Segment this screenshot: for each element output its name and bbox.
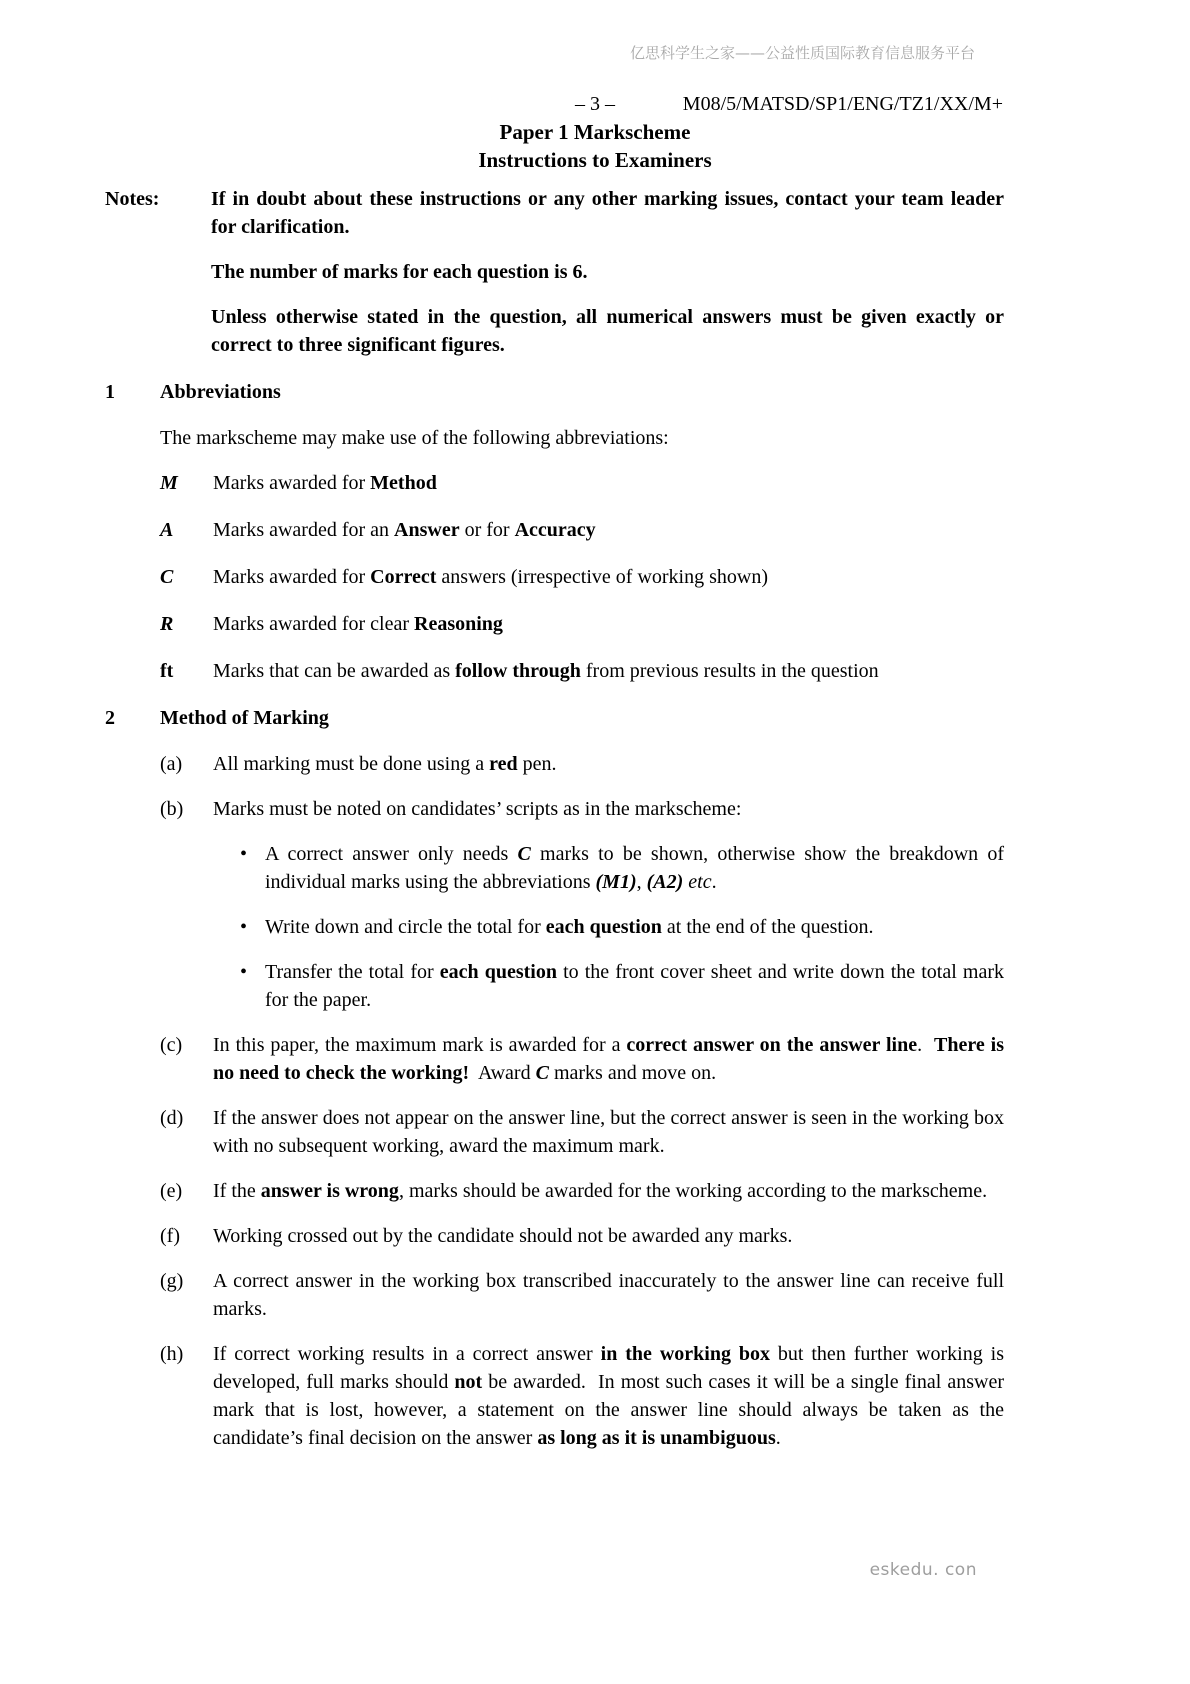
text-segment: Answer (394, 519, 460, 541)
section-title: Method of Marking (160, 707, 329, 729)
item-text (213, 750, 1004, 778)
text-segment: The number of marks for each question is 6. (211, 261, 588, 283)
abbreviation-symbol: ft (160, 660, 174, 682)
item-text (213, 1340, 1004, 1452)
text-segment: or for (459, 519, 515, 541)
paper-code: M08/5/MATSD/SP1/ENG/TZ1/XX/M+ (682, 93, 1003, 115)
abbreviation-definition (213, 469, 1004, 497)
text-segment: answers (irrespective of working shown) (436, 566, 768, 588)
text-segment: Marks that can be awarded as (213, 660, 456, 682)
abbreviation-row (160, 657, 1004, 685)
item-row (160, 1104, 1004, 1160)
abbreviation-definition (213, 516, 1004, 544)
item-body (213, 795, 1004, 1014)
section-heading (105, 378, 1004, 406)
notes-label (105, 303, 211, 359)
document-title: Paper 1 Markscheme (499, 120, 691, 144)
item-body (213, 1031, 1004, 1087)
item-label: (f) (160, 1225, 180, 1247)
text-segment: There is no need to check the working! (213, 1034, 1005, 1084)
text-segment: as long as it is unambiguous (537, 1427, 776, 1449)
text-segment: A correct answer only needs (265, 843, 518, 865)
item-row (160, 1340, 1004, 1452)
text-segment: A correct answer in the working box transcribed inaccurately to the answer line can receive full marks. (213, 1270, 1004, 1320)
footer-site: eskedu. con (869, 1560, 977, 1580)
text-segment: etc (688, 871, 712, 893)
bullet-row (240, 913, 1004, 941)
bullet-list (213, 840, 1004, 1014)
text-segment: Method (370, 472, 437, 494)
bullet-row (240, 840, 1004, 896)
abbreviation-symbol: R (160, 613, 174, 635)
text-segment: Unless otherwise stated in the question, all numerical answers must be given exactly or correct to three significant figures. (211, 306, 1004, 356)
document-subtitle: Instructions to Examiners (478, 148, 712, 172)
text-segment: Marks awarded for an (213, 519, 395, 541)
section-heading (105, 704, 1004, 732)
section (105, 704, 1004, 1452)
item-label: (c) (160, 1034, 183, 1056)
item-text (213, 1222, 1004, 1250)
bullet-text (265, 840, 1004, 896)
item-label: (h) (160, 1343, 184, 1365)
text-segment: follow through (455, 660, 581, 682)
text-segment: Working crossed out by the candidate should not be awarded any marks. (213, 1225, 793, 1247)
text-segment: C (517, 843, 531, 865)
bullet-text (265, 913, 1004, 941)
abbreviation-definition (213, 610, 1004, 638)
abbreviation-row (160, 563, 1004, 591)
item-body (213, 1104, 1004, 1160)
bullet-icon: • (240, 916, 248, 938)
text-segment: pen. (517, 753, 557, 775)
section-number: 1 (105, 381, 115, 403)
page-number: – 3 – (575, 93, 615, 115)
watermark-text: 亿思科学生之家——公益性质国际教育信息服务平台 (629, 44, 975, 62)
text-segment: If in doubt about these instructions or any other marking issues, contact your team leader for clarification. (211, 188, 1004, 238)
text-segment: to the front cover sheet and write down the total mark for the paper. (265, 961, 1004, 1011)
notes-label: Notes: (105, 188, 160, 210)
notes-paragraph (105, 303, 1004, 359)
item-label: (g) (160, 1270, 184, 1292)
item-body (213, 1267, 1004, 1323)
item-body (213, 1340, 1004, 1452)
text-segment: In this paper, the maximum mark is awarded for a (213, 1034, 627, 1056)
item-body (213, 1222, 1004, 1250)
text-segment: , marks should be awarded for the working according to the markscheme. (398, 1180, 988, 1202)
item-text (213, 1104, 1004, 1160)
abbreviation-row (160, 469, 1004, 497)
notes-paragraph (105, 185, 1004, 241)
text-segment: each question (545, 916, 662, 938)
text-segment: not (454, 1371, 483, 1393)
text-segment: C (535, 1062, 549, 1084)
abbreviation-row (160, 516, 1004, 544)
item-row (160, 795, 1004, 1014)
notes-paragraph (105, 258, 1004, 286)
notes-text (211, 258, 1004, 286)
item-label: (b) (160, 798, 184, 820)
text-segment: . (711, 871, 717, 893)
notes-block (105, 185, 1004, 359)
text-segment: be awarded. In most such cases it will be a single final answer mark that is lost, however, a statement on the answer line should always be taken as the candidate’s final decision on the answer (213, 1371, 1004, 1449)
text-segment: . (917, 1034, 934, 1056)
text-segment: Marks awarded for (213, 566, 371, 588)
item-row (160, 1222, 1004, 1250)
text-segment: If the answer does not appear on the answer line, but the correct answer is seen in the working box with no subsequent working, award the maximum mark. (213, 1107, 1004, 1157)
text-segment: All marking must be done using a (213, 753, 490, 775)
abbreviation-definition (213, 657, 1004, 685)
abbreviation-definition (213, 563, 1004, 591)
sections-container (105, 378, 1004, 1452)
text-segment: Transfer the total for (265, 961, 440, 983)
text-segment: Accuracy (514, 519, 596, 541)
item-body (213, 750, 1004, 778)
section (105, 378, 1004, 685)
section-intro: The markscheme may make use of the following abbreviations: (160, 427, 669, 449)
text-segment: Reasoning (414, 613, 503, 635)
bullet-row (240, 958, 1004, 1014)
text-segment: If correct working results in a correct answer (213, 1343, 601, 1365)
item-row (160, 1177, 1004, 1205)
text-segment: Correct (370, 566, 437, 588)
document-content (105, 185, 1004, 1452)
item-text (213, 1177, 1004, 1205)
text-segment: answer is wrong (260, 1180, 399, 1202)
text-segment: , (636, 871, 647, 893)
item-label: (e) (160, 1180, 183, 1202)
item-text (213, 1267, 1004, 1323)
text-segment: in the working box (600, 1343, 770, 1365)
item-text (213, 1031, 1004, 1087)
text-segment: but then further working is developed, full marks should (213, 1343, 1004, 1393)
abbreviation-row (160, 610, 1004, 638)
text-segment: marks and move on. (548, 1062, 717, 1084)
text-segment: at the end of the question. (661, 916, 874, 938)
text-segment: marks to be shown, otherwise show the breakdown of individual marks using the abbreviations (265, 843, 1004, 893)
abbreviation-symbol: A (160, 519, 174, 541)
item-text (213, 795, 1004, 823)
item-row (160, 1031, 1004, 1087)
text-segment: (A2) (646, 871, 684, 893)
notes-label (105, 258, 211, 286)
bullet-icon: • (240, 961, 248, 983)
text-segment: Write down and circle the total for (265, 916, 546, 938)
text-segment: If the (213, 1180, 261, 1202)
item-row (160, 1267, 1004, 1323)
text-segment: Marks must be noted on candidates’ scripts as in the markscheme: (213, 798, 742, 820)
text-segment: Award (469, 1062, 536, 1084)
text-segment: from previous results in the question (580, 660, 879, 682)
section-title: Abbreviations (160, 381, 281, 403)
notes-text (211, 185, 1004, 241)
item-label: (a) (160, 753, 183, 775)
bullet-text (265, 958, 1004, 1014)
text-segment: correct answer on the answer line (626, 1034, 918, 1056)
text-segment: red (489, 753, 518, 775)
page-header (0, 0, 1190, 174)
abbreviation-symbol: M (160, 472, 178, 494)
header-line (0, 90, 1190, 118)
abbreviation-symbol: C (160, 566, 174, 588)
item-row (160, 750, 1004, 778)
item-body (213, 1177, 1004, 1205)
section-number: 2 (105, 707, 115, 729)
text-segment: . (775, 1427, 781, 1449)
text-segment: Marks awarded for clear (213, 613, 415, 635)
notes-text (211, 303, 1004, 359)
item-label: (d) (160, 1107, 184, 1129)
bullet-icon: • (240, 843, 248, 865)
text-segment: Marks awarded for (213, 472, 371, 494)
text-segment: (M1) (595, 871, 637, 893)
text-segment: each question (439, 961, 557, 983)
